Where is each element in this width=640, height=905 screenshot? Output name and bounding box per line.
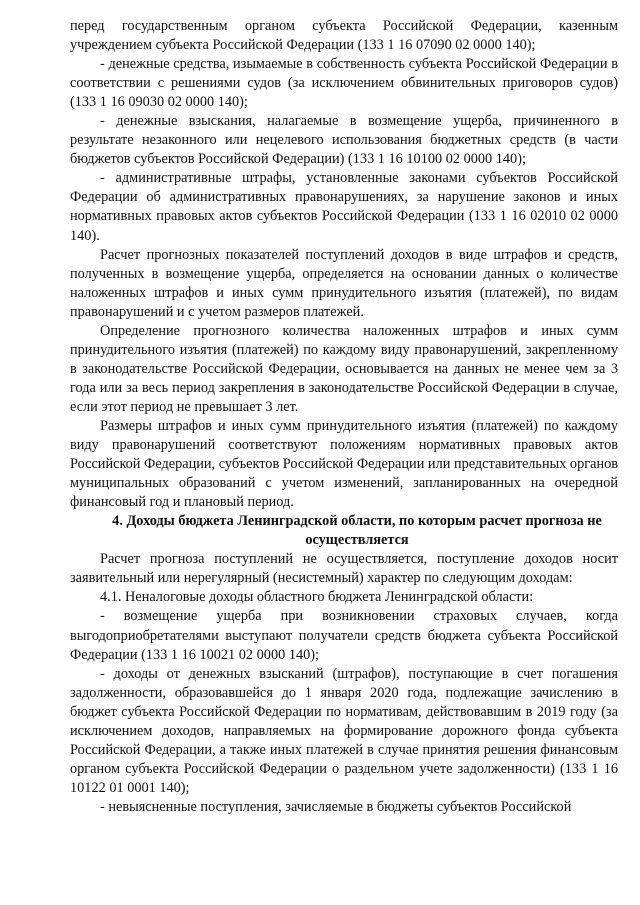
paragraph: - возмещение ущерба при возникновении страховых случаев, когда выгодоприобретателями выступают получатели средств бюджета субъекта Российской Федерации (133 1 16 10021 02 0000 140); [70,608,618,663]
section-heading: 4. Доходы бюджета Ленинградской области, по которым расчет прогноза не осуществляется [112,513,602,549]
paragraph: - денежные взыскания, налагаемые в возмещение ущерба, причиненного в результате незаконного или нецелевого использования бюджетных средств (в части бюджетов субъектов Российской Федерации) (133 1 16 10100 02 0000 140); [70,113,618,168]
paragraph: - денежные средства, изымаемые в собственность субъекта Российской Федерации в соответствии с решениями судов (за исключением обвинительных приговоров судов) (133 1 16 09030 02 0000 140); [70,56,618,111]
paragraph: перед государственным органом субъекта Российской Федерации, казенным учреждением субъекта Российской Федерации (133 1 16 07090 02 0000 140); [70,18,618,54]
paragraph: 4.1. Неналоговые доходы областного бюджета Ленинградской области: [100,589,534,606]
paragraph: Размеры штрафов и иных сумм принудительного изъятия (платежей) по каждому виду правонарушений соответствуют положениям нормативных правовых актов Российской Федерации, субъектов Российской Федерации или представительных органов муниципальных образований с учетом изменений, запланированных на очередной финансовый год и плановый период. [70,417,618,511]
paragraph: - административные штрафы, установленные законами субъектов Российской Федерации об административных правонарушениях, за нарушение законов и иных нормативных правовых актов субъектов Российской Федерации (133 1 16 02010 02 0000 140). [70,170,618,244]
paragraph: - доходы от денежных взысканий (штрафов), поступающие в счет погашения задолженности, образовавшейся до 1 января 2020 года, подлежащие зачислению в бюджет субъекта Российской Федерации по нормативам, действовавшим в 2019 году (за исключением доходов, направляемых на формирование дорожного фонда субъекта Российской Федерации, а также иных платежей в случае принятия решения финансовым органом субъекта Российской Федерации о раздельном учете задолженности) (133 1 16 10122 01 0001 140); [70,665,618,796]
paragraph: - невыясненные поступления, зачисляемые в бюджеты субъектов Российской [100,798,572,815]
document-body [70,17,618,817]
paragraph: Расчет прогноза поступлений не осуществляется, поступление доходов носит заявительный или нерегулярный (несистемный) характер по следующим доходам: [70,551,618,587]
paragraph: Определение прогнозного количества наложенных штрафов и иных сумм принудительного изъятия (платежей) по каждому виду правонарушений, закрепленному в законодательстве Российской Федерации, основывается на данных не менее чем за 3 года или за весь период закрепления в законодательстве Российской Федерации в случае, если этот период не превышает 3 лет. [70,322,618,415]
paragraph: Расчет прогнозных показателей поступлений доходов в виде штрафов и средств, полученных в возмещение ущерба, определяется на основании данных о количестве наложенных штрафов и иных сумм принудительного изъятия (платежей), по видам правонарушений и с учетом размеров платежей. [70,246,618,320]
